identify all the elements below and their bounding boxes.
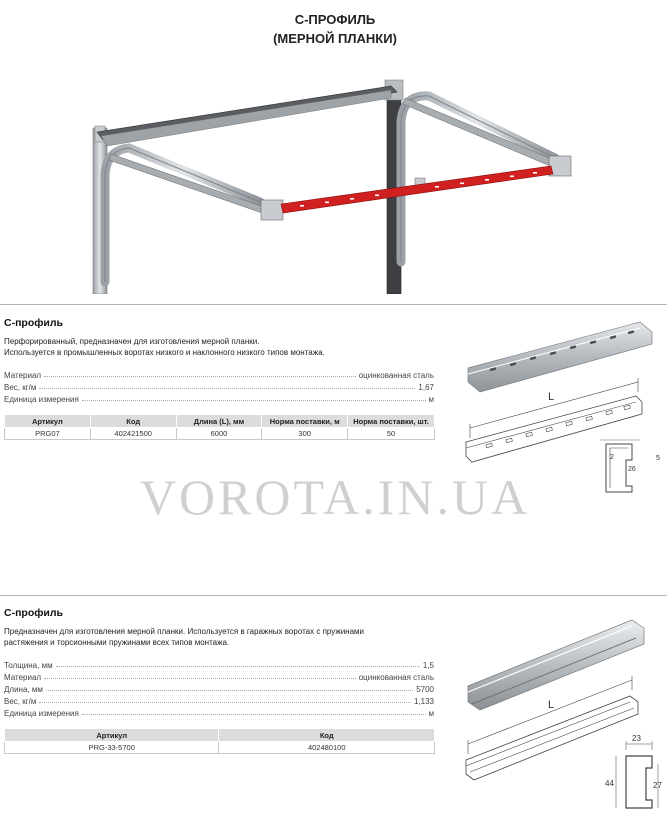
spec-row-weight xyxy=(4,380,434,392)
column-header: Артикул xyxy=(5,415,91,428)
spec-value: оцинкованная сталь xyxy=(358,371,434,380)
spec-row-material xyxy=(4,368,434,380)
dimension-44: 44 xyxy=(605,779,614,788)
page-title: С-ПРОФИЛЬ xyxy=(294,12,376,27)
spec-value: м xyxy=(428,395,434,404)
dimension-2: 2 xyxy=(610,454,614,461)
column-header: Норма поставки, шт. xyxy=(348,415,435,428)
table-cell: 402480100 xyxy=(219,742,435,754)
spec-value: 1,5 xyxy=(422,661,434,670)
c-profile-drawing xyxy=(460,604,666,820)
length-dimension-label: L xyxy=(548,391,555,403)
dimension-27: 27 xyxy=(653,781,662,790)
spec-label: Вес, кг/м xyxy=(4,383,37,392)
spec-label: Материал xyxy=(4,371,42,380)
column-header: Артикул xyxy=(5,729,219,742)
table-header-row xyxy=(5,729,435,742)
spec-label: Длина, мм xyxy=(4,685,43,694)
column-header: Код xyxy=(219,729,435,742)
spec-row-material xyxy=(4,670,434,682)
spec-value: 1,67 xyxy=(418,383,434,392)
table-cell: 50 xyxy=(348,428,435,440)
spec-row-weight xyxy=(4,694,434,706)
table-cell: PRG07 xyxy=(5,428,91,440)
section2-description-line2: растяжения и торсионными пружинами всех типов монтажа. xyxy=(4,638,230,647)
section1-title: С-профиль xyxy=(4,317,64,329)
column-header: Длина (L), мм xyxy=(176,415,262,428)
spec-label: Вес, кг/м xyxy=(4,697,37,706)
watermark: VOROTA.IN.UA xyxy=(139,469,531,525)
spec-row-thickness xyxy=(4,658,434,670)
table-cell: PRG-33-5700 xyxy=(5,742,219,754)
table-header-row xyxy=(5,415,435,428)
table-cell: 402421500 xyxy=(90,428,176,440)
dimension-23: 23 xyxy=(632,734,641,743)
column-header: Код xyxy=(90,415,176,428)
spec-label: Материал xyxy=(4,673,42,682)
table-row xyxy=(5,428,435,440)
table-cell: 300 xyxy=(262,428,348,440)
table-row xyxy=(5,742,435,754)
spec-label: Единица измерения xyxy=(4,709,79,718)
spec-value: 5700 xyxy=(416,685,434,694)
spec-label: Единица измерения xyxy=(4,395,79,404)
dimension-26: 26 xyxy=(628,466,636,473)
section1-description-line2: Используется в промышленных воротах низкого и наклонного низкого типов монтажа. xyxy=(4,348,325,357)
spec-value: оцинкованная сталь xyxy=(358,673,434,682)
section2-description-line1: Предназначен для изготовления мерной планки. Используется в гаражных воротах с пружинами xyxy=(4,627,364,636)
table-cell: 6000 xyxy=(176,428,262,440)
length-dimension-label: L xyxy=(548,699,555,711)
section-divider-2 xyxy=(0,595,667,596)
spec-row-unit xyxy=(4,392,434,404)
spec-value: 1,133 xyxy=(413,697,434,706)
column-header: Норма поставки, м xyxy=(262,415,348,428)
section1-description-line1: Перфорированный, предназначен для изготовления мерной планки. xyxy=(4,337,260,346)
section2-title: С-профиль xyxy=(4,607,64,619)
dimension-5: 5 xyxy=(656,455,660,462)
spec-row-length xyxy=(4,682,434,694)
section1-product-table xyxy=(4,414,435,440)
page-subtitle: (МЕРНОЙ ПЛАНКИ) xyxy=(273,31,397,46)
spec-label: Толщина, мм xyxy=(4,661,53,670)
spec-row-unit xyxy=(4,706,434,718)
section-divider-1 xyxy=(0,304,667,305)
spec-value: м xyxy=(428,709,434,718)
section2-product-table xyxy=(4,728,435,754)
door-frame-illustration xyxy=(85,62,585,294)
